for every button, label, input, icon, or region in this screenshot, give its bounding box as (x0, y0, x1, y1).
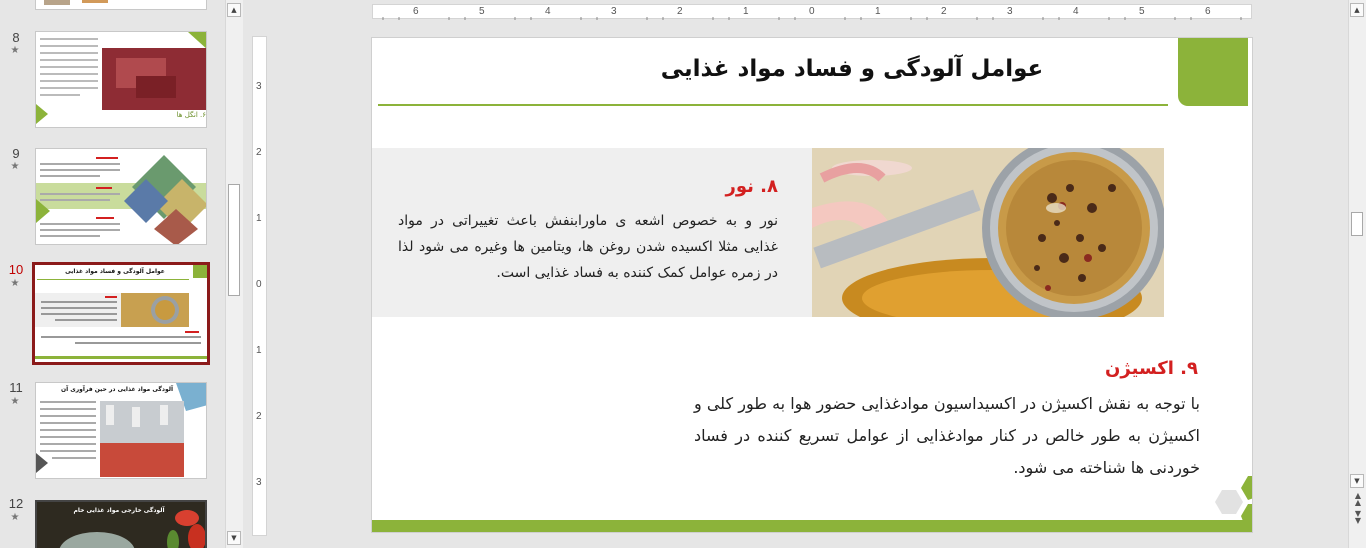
ruler-label: 0 (256, 279, 262, 290)
scroll-up-icon[interactable]: ▲ (1350, 3, 1364, 17)
scroll-up-icon[interactable]: ▲ (227, 3, 241, 17)
ruler-label: 2 (677, 6, 683, 17)
slide-11-preview (36, 383, 207, 479)
food-photo[interactable] (812, 148, 1164, 317)
thumb-number: 12 (8, 496, 24, 511)
ruler-label: 4 (545, 6, 551, 17)
thumbnail-scrollbar[interactable] (225, 0, 243, 548)
slide-canvas[interactable] (371, 37, 1253, 533)
slide-9-preview (36, 149, 207, 245)
ruler-label: 6 (413, 6, 419, 17)
section-9-heading[interactable]: ۹. اکسیژن (1105, 358, 1198, 379)
section-8-heading[interactable]: ۸. نور (725, 176, 778, 197)
slide-thumbnail-12[interactable] (35, 500, 207, 548)
slide-thumbnails-pane (0, 0, 224, 548)
thumb-photo (44, 0, 70, 5)
oil-strainer-image (812, 148, 1164, 317)
corner-decoration (1178, 38, 1248, 106)
title-underline (378, 104, 1168, 106)
bottom-accent-bar (372, 520, 1253, 533)
scrollbar-thumb[interactable] (1351, 212, 1363, 236)
star-icon: ★ (10, 396, 20, 407)
ruler-label: 5 (1139, 6, 1145, 17)
thumb-photo (82, 0, 108, 3)
section-8-panel (372, 148, 812, 317)
slide-thumbnail-7[interactable] (35, 0, 207, 10)
slide-thumbnail-8[interactable] (35, 31, 207, 128)
ruler-label: 3 (256, 81, 262, 92)
horizontal-ruler (372, 4, 1252, 19)
ruler-label: 1 (743, 6, 749, 17)
scroll-down-icon[interactable]: ▼ (227, 531, 241, 545)
thumb-caption: عوامل آلودگی و فساد مواد غذایی (65, 268, 165, 275)
slide-scrollbar[interactable] (1348, 0, 1366, 548)
ruler-label: 4 (1073, 6, 1079, 17)
ruler-label: 3 (1007, 6, 1013, 17)
star-icon: ★ (10, 278, 20, 289)
thumb-number: 10 (8, 262, 24, 277)
ruler-label: 5 (479, 6, 485, 17)
slide-title[interactable]: عوامل آلودگی و فساد مواد غذایی (660, 56, 1044, 82)
section-9-body[interactable]: با توجه به نقش اکسیژن در اکسیداسیون موادغذایی حضور هوا به طور کلی و اکسیژن به طور خالص در کنار موادغذایی از عوامل تسریع کننده در فساد خوردنی ها شناخته می شود. (694, 394, 1200, 477)
ruler-label: 0 (809, 6, 815, 17)
thumb-caption: آلودگی مواد غذایی در حین فرآوری آن (60, 386, 174, 393)
slide-thumbnail-9[interactable] (35, 148, 207, 245)
thumb-caption: آلودگی خارجی مواد غذایی خام (73, 507, 165, 514)
ruler-label: 3 (256, 477, 262, 488)
slide-thumbnail-11[interactable] (35, 382, 207, 479)
ruler-label: 1 (875, 6, 881, 17)
ruler-label: 1 (256, 213, 262, 224)
thumb-caption: ۶. انگل ها (176, 111, 206, 119)
ruler-label: 1 (256, 345, 262, 356)
thumb-number: 11 (9, 380, 23, 395)
previous-slide-icon[interactable]: ▲ ▲ (1354, 491, 1362, 507)
star-icon: ★ (10, 512, 20, 523)
thumb-number: 8 (12, 30, 20, 45)
ruler-label: 6 (1205, 6, 1211, 17)
star-icon: ★ (10, 161, 20, 172)
vertical-ruler (252, 36, 267, 536)
star-icon: ★ (10, 45, 20, 56)
slide-thumbnail-10[interactable] (32, 262, 210, 365)
ruler-label: 2 (256, 147, 262, 158)
thumb-number: 9 (12, 146, 20, 161)
scrollbar-thumb[interactable] (228, 184, 240, 296)
ruler-label: 3 (611, 6, 617, 17)
ruler-label: 2 (256, 411, 262, 422)
scroll-down-icon[interactable]: ▼ (1350, 474, 1364, 488)
slide-10-preview (35, 265, 207, 362)
section-8-body[interactable]: نور و به خصوص اشعه ی ماورابنفش باعث تغییراتی در مواد غذایی مثلا اکسیده شدن روغن ها، ویتامین ها وغیره می شود لذا در زمره عوامل کمک کننده به فساد غذایی است. (398, 213, 778, 281)
next-slide-icon[interactable]: ▼ ▼ (1354, 509, 1362, 525)
ruler-label: 2 (941, 6, 947, 17)
